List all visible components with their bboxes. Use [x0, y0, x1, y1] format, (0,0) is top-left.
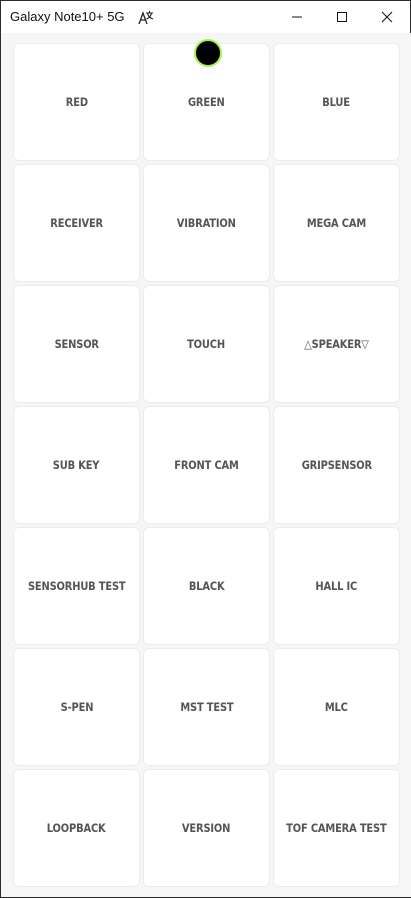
tile-gripsensor[interactable] — [273, 406, 400, 524]
tile-label: VERSION — [182, 821, 231, 835]
close-icon — [381, 11, 393, 23]
touch-pointer-dot — [194, 39, 222, 67]
tile-tof-camera-test[interactable] — [273, 769, 400, 887]
translate-icon[interactable] — [138, 10, 154, 26]
tile-label: SENSOR — [54, 337, 99, 351]
tile-label: BLACK — [188, 579, 225, 593]
title-bar[interactable] — [1, 0, 410, 33]
test-menu-grid — [13, 43, 400, 887]
tile-loopback[interactable] — [13, 769, 140, 887]
tile-label: S-PEN — [60, 700, 93, 714]
tile-label: GREEN — [188, 95, 225, 109]
tile-touch[interactable] — [143, 285, 270, 403]
tile-label: MST TEST — [179, 700, 234, 714]
tile-speaker[interactable] — [273, 285, 400, 403]
tile-label: TOF CAMERA TEST — [286, 821, 387, 835]
tile-version[interactable] — [143, 769, 270, 887]
tile-label: LOOPBACK — [47, 821, 106, 835]
tile-hall-ic[interactable] — [273, 527, 400, 645]
device-screen — [2, 33, 411, 897]
tile-label: △SPEAKER▽ — [304, 337, 369, 351]
tile-mega-cam[interactable] — [273, 164, 400, 282]
tile-label: MLC — [325, 700, 348, 714]
close-button[interactable] — [365, 1, 409, 33]
minimize-button[interactable] — [275, 1, 319, 33]
tile-sensor[interactable] — [13, 285, 140, 403]
minimize-icon — [291, 11, 303, 23]
maximize-button[interactable] — [320, 1, 364, 33]
tile-sensorhub-test[interactable] — [13, 527, 140, 645]
tile-label: TOUCH — [187, 337, 226, 351]
tile-vibration[interactable] — [143, 164, 270, 282]
tile-s-pen[interactable] — [13, 648, 140, 766]
tile-mst-test[interactable] — [143, 648, 270, 766]
tile-mlc[interactable] — [273, 648, 400, 766]
tile-red[interactable] — [13, 43, 140, 161]
tile-label: HALL IC — [315, 579, 358, 593]
tile-label: RECEIVER — [50, 216, 103, 230]
tile-label: RED — [65, 95, 88, 109]
tile-black[interactable] — [143, 527, 270, 645]
tile-receiver[interactable] — [13, 164, 140, 282]
tile-blue[interactable] — [273, 43, 400, 161]
tile-front-cam[interactable] — [143, 406, 270, 524]
tile-label: BLUE — [322, 95, 351, 109]
tile-label: MEGA CAM — [306, 216, 367, 230]
tile-label: VIBRATION — [177, 216, 236, 230]
tile-label: SUB KEY — [53, 458, 100, 472]
tile-sub-key[interactable] — [13, 406, 140, 524]
tile-label: GRIPSENSOR — [301, 458, 372, 472]
tile-label: SENSORHUB TEST — [27, 579, 126, 593]
window-title: Galaxy Note10+ 5G — [10, 9, 125, 24]
tile-label: FRONT CAM — [174, 458, 239, 472]
maximize-icon — [336, 11, 348, 23]
